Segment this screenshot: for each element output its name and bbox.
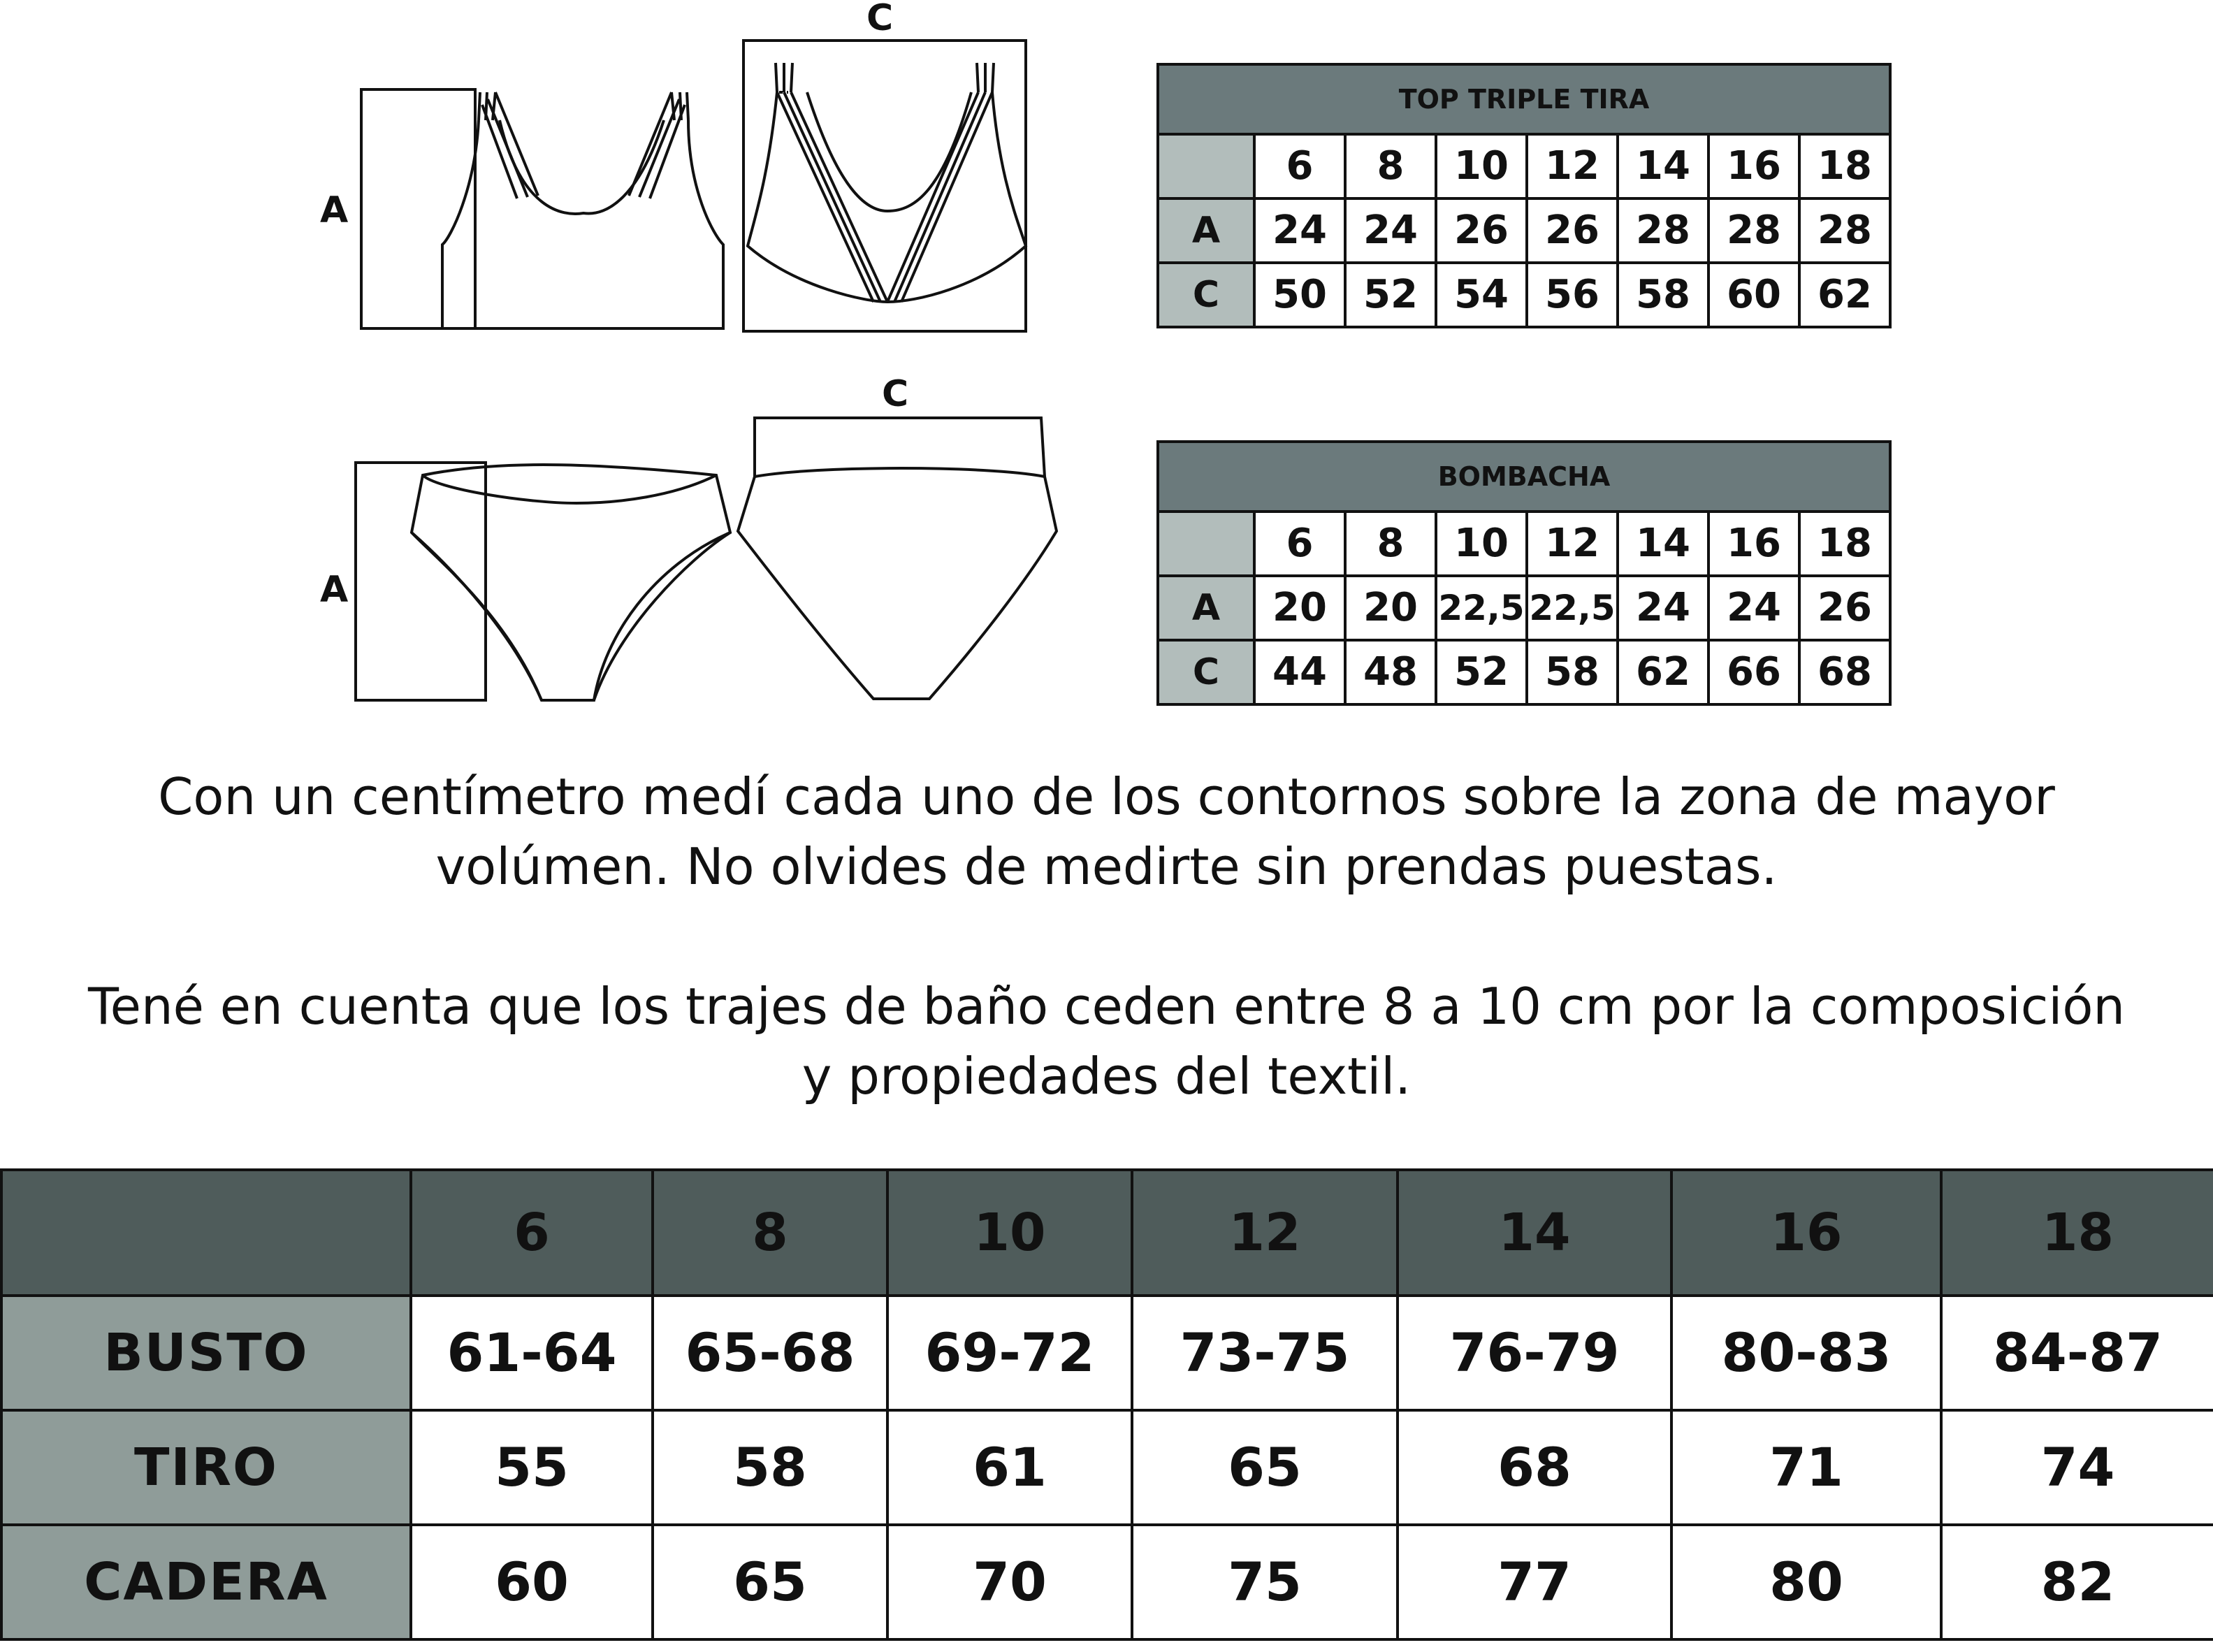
value-cell: 65 (653, 1525, 887, 1639)
value-cell: 55 (411, 1410, 653, 1525)
value-cell: 54 (1436, 263, 1527, 327)
bottom-measure-a-label: A (320, 569, 349, 611)
instruction-line: Tené en cuenta que los trajes de baño ceden entre 8 a 10 cm por la composición (87, 977, 2126, 1036)
table-title: TOP TRIPLE TIRA (1158, 64, 1890, 134)
value-cell: 71 (1671, 1410, 1941, 1525)
table-title: BOMBACHA (1158, 442, 1890, 512)
value-cell: 73-75 (1132, 1296, 1398, 1410)
row-label-cadera: CADERA (1, 1525, 411, 1639)
row-label: C (1158, 263, 1254, 327)
value-cell: 20 (1254, 576, 1345, 640)
value-cell: 24 (1708, 576, 1799, 640)
value-cell: 74 (1941, 1410, 2213, 1525)
top-measure-c-label: C (866, 0, 894, 39)
size-cell: 14 (1618, 134, 1708, 198)
value-cell: 60 (411, 1525, 653, 1639)
value-cell: 24 (1254, 198, 1345, 263)
size-cell: 8 (1345, 512, 1436, 576)
value-cell: 62 (1799, 263, 1890, 327)
value-cell: 50 (1254, 263, 1345, 327)
value-cell: 80-83 (1671, 1296, 1941, 1410)
value-cell: 76-79 (1398, 1296, 1671, 1410)
value-cell: 24 (1618, 576, 1708, 640)
value-cell: 70 (887, 1525, 1132, 1639)
value-cell: 68 (1398, 1410, 1671, 1525)
row-label: C (1158, 640, 1254, 704)
row-label-busto: BUSTO (1, 1296, 411, 1410)
bottom-front-drawing (353, 454, 737, 713)
instruction-line: Con un centímetro medí cada uno de los contornos sobre la zona de mayor (158, 767, 2055, 826)
table-row (1158, 640, 1890, 704)
value-cell: 65-68 (653, 1296, 887, 1410)
value-cell: 52 (1436, 640, 1527, 704)
value-cell: 68 (1799, 640, 1890, 704)
size-cell: 6 (1254, 512, 1345, 576)
value-cell: 26 (1527, 198, 1618, 263)
fabric-note (0, 971, 2213, 1111)
table-row (1158, 576, 1890, 640)
value-cell: 28 (1708, 198, 1799, 263)
top-front-drawing (353, 77, 730, 335)
value-cell: 65 (1132, 1410, 1398, 1525)
size-cell: 18 (1799, 134, 1890, 198)
row-label-tiro: TIRO (1, 1410, 411, 1525)
table-row (1158, 198, 1890, 263)
bombacha-table (1156, 440, 1892, 706)
value-cell: 60 (1708, 263, 1799, 327)
size-cell: 6 (1254, 134, 1345, 198)
value-cell: 44 (1254, 640, 1345, 704)
size-chart-table (0, 1168, 2213, 1641)
value-cell: 28 (1799, 198, 1890, 263)
size-header-row (1, 1170, 2213, 1296)
measure-instruction (0, 762, 2213, 901)
value-cell: 26 (1799, 576, 1890, 640)
value-cell: 62 (1618, 640, 1708, 704)
size-cell: 10 (1436, 134, 1527, 198)
value-cell: 58 (1618, 263, 1708, 327)
size-cell: 12 (1527, 512, 1618, 576)
value-cell: 20 (1345, 576, 1436, 640)
table-row (1, 1296, 2213, 1410)
value-cell: 82 (1941, 1525, 2213, 1639)
size-cell: 12 (1527, 134, 1618, 198)
row-label: A (1158, 576, 1254, 640)
size-cell: 16 (1708, 512, 1799, 576)
size-cell: 14 (1618, 512, 1708, 576)
value-cell: 56 (1527, 263, 1618, 327)
value-cell: 61 (887, 1410, 1132, 1525)
top-measure-a-label: A (320, 189, 349, 231)
instruction-line: y propiedades del textil. (801, 1047, 1412, 1106)
bottom-back-drawing (734, 412, 1062, 706)
size-header: 16 (1671, 1170, 1941, 1296)
size-header: 10 (887, 1170, 1132, 1296)
size-cell: 8 (1345, 134, 1436, 198)
value-cell: 28 (1618, 198, 1708, 263)
size-row (1158, 512, 1890, 576)
value-cell: 69-72 (887, 1296, 1132, 1410)
value-cell: 84-87 (1941, 1296, 2213, 1410)
size-header: 18 (1941, 1170, 2213, 1296)
size-header: 6 (411, 1170, 653, 1296)
value-cell: 24 (1345, 198, 1436, 263)
instruction-line: volúmen. No olvides de medirte sin prendas puestas. (435, 837, 1778, 896)
value-cell: 22,5 (1436, 576, 1527, 640)
row-label: A (1158, 198, 1254, 263)
size-row (1158, 134, 1890, 198)
value-cell: 26 (1436, 198, 1527, 263)
bottom-measure-c-label: C (882, 373, 909, 415)
size-header: 14 (1398, 1170, 1671, 1296)
value-cell: 75 (1132, 1525, 1398, 1639)
table-corner (1158, 134, 1254, 198)
value-cell: 77 (1398, 1525, 1671, 1639)
top-back-drawing (741, 36, 1034, 337)
value-cell: 80 (1671, 1525, 1941, 1639)
size-cell: 16 (1708, 134, 1799, 198)
size-header: 8 (653, 1170, 887, 1296)
table-corner (1158, 512, 1254, 576)
size-cell: 10 (1436, 512, 1527, 576)
size-cell: 18 (1799, 512, 1890, 576)
value-cell: 61-64 (411, 1296, 653, 1410)
table-row (1, 1525, 2213, 1639)
value-cell: 52 (1345, 263, 1436, 327)
top-triple-tira-table (1156, 63, 1892, 328)
value-cell: 58 (1527, 640, 1618, 704)
table-row (1158, 263, 1890, 327)
size-header: 12 (1132, 1170, 1398, 1296)
value-cell: 58 (653, 1410, 887, 1525)
header-corner (1, 1170, 411, 1296)
value-cell: 48 (1345, 640, 1436, 704)
value-cell: 22,5 (1527, 576, 1618, 640)
table-row (1, 1410, 2213, 1525)
value-cell: 66 (1708, 640, 1799, 704)
